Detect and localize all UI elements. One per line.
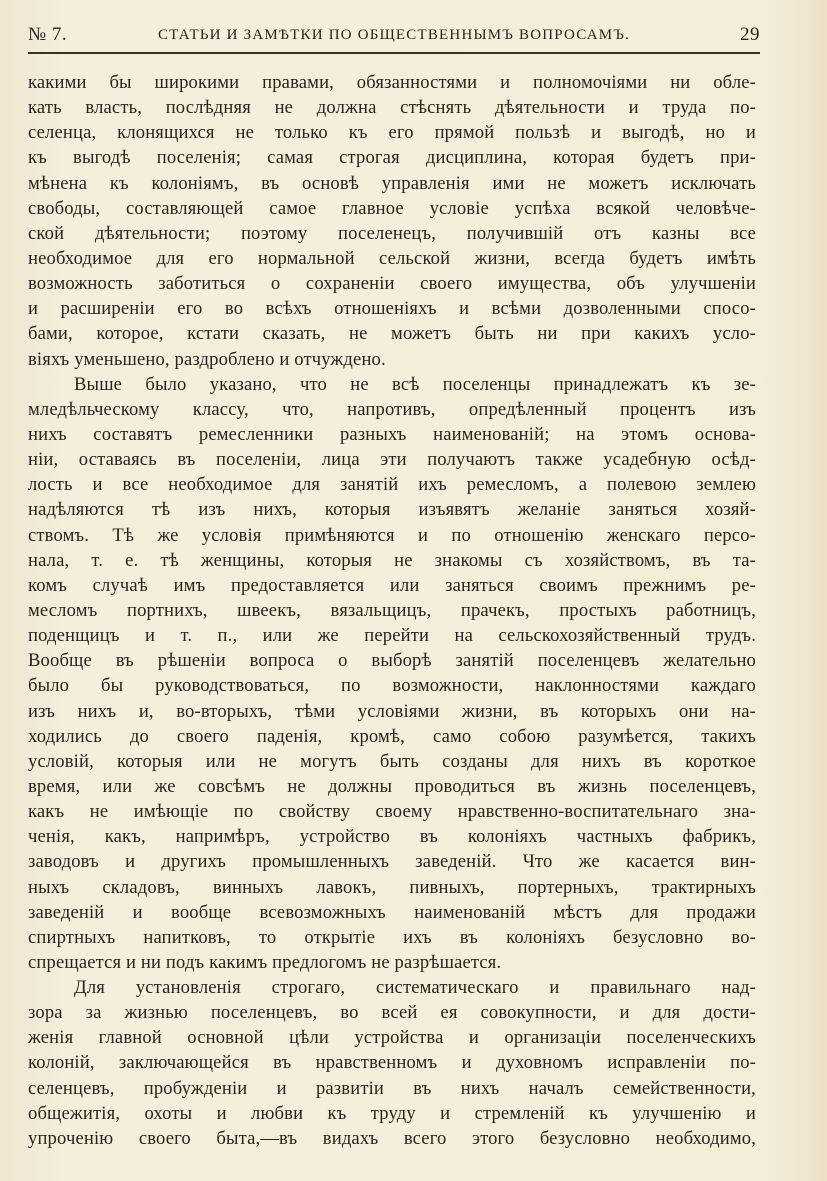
body-text [28,70,756,1151]
text-line: и расширеніи его во всѣхъ отношеніяхъ и всѣми дозволенными спосо- [28,298,756,320]
text-line: ніи, оставаясь въ поселеніи, лица эти получаютъ также усадебную осѣд- [28,449,756,471]
text-line: спрещается и ни подъ какимъ предлогомъ не разрѣшается. [28,951,502,973]
text-line: свободы, составляющей самое главное условіе успѣха всякой человѣче- [28,197,756,219]
text-line: какъ не имѣющіе по свойству своему нравственно-воспитательнаго зна- [28,801,756,823]
text-line: кать власть, послѣдняя не должна стѣснять дѣятельности и труда по- [28,97,756,119]
text-line: колоній, заключающейся въ нравственномъ и духовномъ исправленіи по- [28,1052,756,1074]
text-line: надѣляются тѣ изъ нихъ, которыя изъявятъ желаніе заняться хозяй- [28,499,756,521]
text-line: Выше было указано, что не всѣ поселенцы принадлежатъ къ зе- [74,373,756,395]
text-line: зора за жизнью поселенцевъ, во всей ея совокупности, и для дости- [28,1002,756,1024]
paragraph-3 [28,975,756,1151]
text-line: нихъ составятъ ремесленники разныхъ наименованій; на этомъ основа- [28,423,756,445]
text-line: селенца, клонящихся не только къ его прямой пользѣ и выгодѣ, но и [28,122,756,144]
text-line: ныхъ складовъ, винныхъ лавокъ, пивныхъ, портерныхъ, трактирныхъ [28,876,756,898]
paragraph-2 [28,372,756,975]
text-line: мѣнена къ колоніямъ, въ основѣ управленія ими не можетъ исключать [28,172,756,194]
header-rule [28,52,760,54]
paragraph-1 [28,70,756,372]
text-line: упроченію своего быта,—въ видахъ всего этого безусловно необходимо, [28,1127,756,1149]
text-line: поденщицъ и т. п., или же перейти на сельскохозяйственный трудъ. [28,625,756,647]
text-line: комъ случаѣ имъ предоставляется или заняться своимъ прежнимъ ре- [28,574,756,596]
issue-number: № 7. [28,24,68,45]
running-title: СТАТЬИ И ЗАМѢТКИ ПО ОБЩЕСТВЕННЫМЪ ВОПРОСАМЪ. [157,27,631,43]
text-line: спиртныхъ напитковъ, то открытіе ихъ въ колоніяхъ безусловно во- [28,926,756,948]
text-line: віяхъ уменьшено, раздроблено и отчуждено. [28,348,386,370]
text-line: было бы руководствоваться, по возможности, наклонностями каждаго [28,675,756,697]
text-line: необходимое для его нормальной сельской жизни, всегда будетъ имѣть [28,247,756,269]
text-line: ченія, какъ, напримѣръ, устройство въ колоніяхъ частныхъ фабрикъ, [28,826,756,848]
text-line: къ выгодѣ поселенія; самая строгая дисциплина, которая будетъ при- [28,147,756,169]
text-line: заведеній и вообще всевозможныхъ наименованій мѣстъ для продажи [28,901,756,923]
text-line: время, или же совсѣмъ не должны проводиться въ жизнь поселенцевъ, [28,775,756,797]
text-line: Вообще въ рѣшеніи вопроса о выборѣ занятій поселенцевъ желательно [28,650,756,672]
text-line: заводовъ и другихъ промышленныхъ заведеній. Что же касается вин- [28,851,756,873]
text-line: женія главной основной цѣли устройства и организаціи поселенческихъ [28,1027,756,1049]
text-line: мледѣльческому классу, что, напротивъ, опредѣленный процентъ изъ [28,398,756,420]
running-header [28,22,760,48]
text-line: Для установленія строгаго, систематическаго и правильнаго над- [74,977,756,999]
text-line: изъ нихъ и, во-вторыхъ, тѣми условіями жизни, въ которыхъ они на- [28,700,756,722]
page-number: 29 [740,24,760,45]
text-line: возможность заботиться о сохраненіи своего имущества, объ улучшеніи [28,273,756,295]
text-line: ходились до своего паденія, кромѣ, само собою разумѣется, такихъ [28,725,756,747]
text-line: селенцевъ, пробужденіи и развитіи въ нихъ началъ семейственности, [28,1077,756,1099]
text-line: ской дѣятельности; поэтому поселенецъ, получившій отъ казны все [28,222,756,244]
text-line: условій, которыя или не могутъ быть созданы для нихъ въ короткое [28,750,756,772]
text-line: ствомъ. Тѣ же условія примѣняются и по отношенію женскаго персо- [28,524,756,546]
text-line: месломъ портнихъ, швеекъ, вязальщицъ, прачекъ, простыхъ работницъ, [28,599,756,621]
text-line: какими бы широкими правами, обязанностями и полномочіями ни обле- [28,72,756,93]
text-line: нала, т. е. тѣ женщины, которыя не знакомы съ хозяйствомъ, въ та- [28,549,756,571]
text-line: лость и все необходимое для занятій ихъ ремесломъ, а полевою землею [28,474,756,496]
text-line: общежитія, охоты и любви къ труду и стремленій къ улучшенію и [28,1102,756,1124]
text-line: бами, которое, кстати сказать, не можетъ быть ни при какихъ усло- [28,323,756,345]
